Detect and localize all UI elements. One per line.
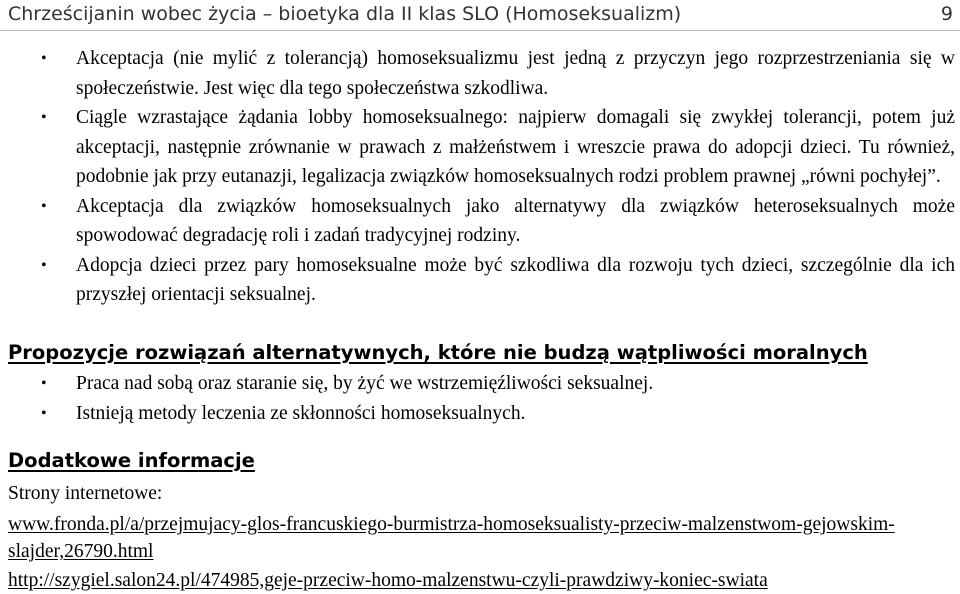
list-item-text: Akceptacja dla związków homoseksualnych jako alternatywy dla związków heteroseksualnych może spowodować degradację roli i zadań tradycyjnej rodziny. [76, 195, 955, 246]
list-item [0, 251, 960, 310]
bullet-icon: • [41, 404, 47, 422]
list-item [0, 369, 960, 399]
websites-label: Strony internetowe: [8, 483, 163, 504]
section-heading-proposals: Propozycje rozwiązań alternatywnych, które nie budzą wątpliwości moralnych [8, 341, 868, 364]
bullet-icon: • [41, 256, 47, 274]
bullet-icon: • [41, 197, 47, 215]
bullet-icon: • [41, 109, 47, 126]
list-item [0, 399, 960, 429]
bullet-icon: • [41, 375, 47, 392]
list-item-text: Akceptacja (nie mylić z tolerancją) homoseksualizmu jest jedną z przyczyn jego rozprzestrzeniania się w społeczeństwie. Jest więc dla tego społeczeństwa szkodliwa. [76, 48, 955, 99]
page-header [0, 0, 960, 31]
section-heading-additional-info: Dodatkowe informacje [8, 449, 255, 472]
bullet-icon: • [41, 50, 47, 67]
proposals-list [0, 369, 960, 428]
link-salon24[interactable]: http://szygiel.salon24.pl/474985,geje-przeciw-homo-malzenstwu-czyli-prawdziwy-koniec-swiata [8, 570, 768, 591]
arguments-list [0, 44, 960, 310]
list-item [0, 103, 960, 192]
header-title: Chrześcijanin wobec życia – bioetyka dla II klas SLO (Homoseksualizm) [8, 3, 682, 25]
list-item-text: Praca nad sobą oraz staranie się, by żyć we wstrzemięźliwości seksualnej. [76, 373, 654, 394]
link-fronda[interactable]: www.fronda.pl/a/przejmujacy-glos-francuskiego-burmistrza-homoseksualisty-przeciw-malzenstwom-gejowskim-slajder,26790.html [8, 514, 895, 562]
list-item-text: Adopcja dzieci przez pary homoseksualne może być szkodliwa dla rozwoju tych dzieci, szczególnie dla ich przyszłej orientacji seksualnej. [76, 254, 955, 305]
list-item-text: Ciągle wzrastające żądania lobby homoseksualnego: najpierw domagali się zwykłej tolerancji, potem już akceptacji, następnie zrównanie w prawach z małżeństwem i wreszcie prawa do adopcji dzieci. Tu również, podobnie jak przy eutanazji, legalizacja związków homoseksualnych rodzi problem prawnej „równi pochyłej”. [76, 107, 955, 187]
list-item-text: Istnieją metody leczenia ze skłonności homoseksualnych. [76, 402, 526, 424]
page-number: 9 [940, 3, 953, 25]
list-item [0, 44, 960, 103]
list-item [0, 192, 960, 251]
